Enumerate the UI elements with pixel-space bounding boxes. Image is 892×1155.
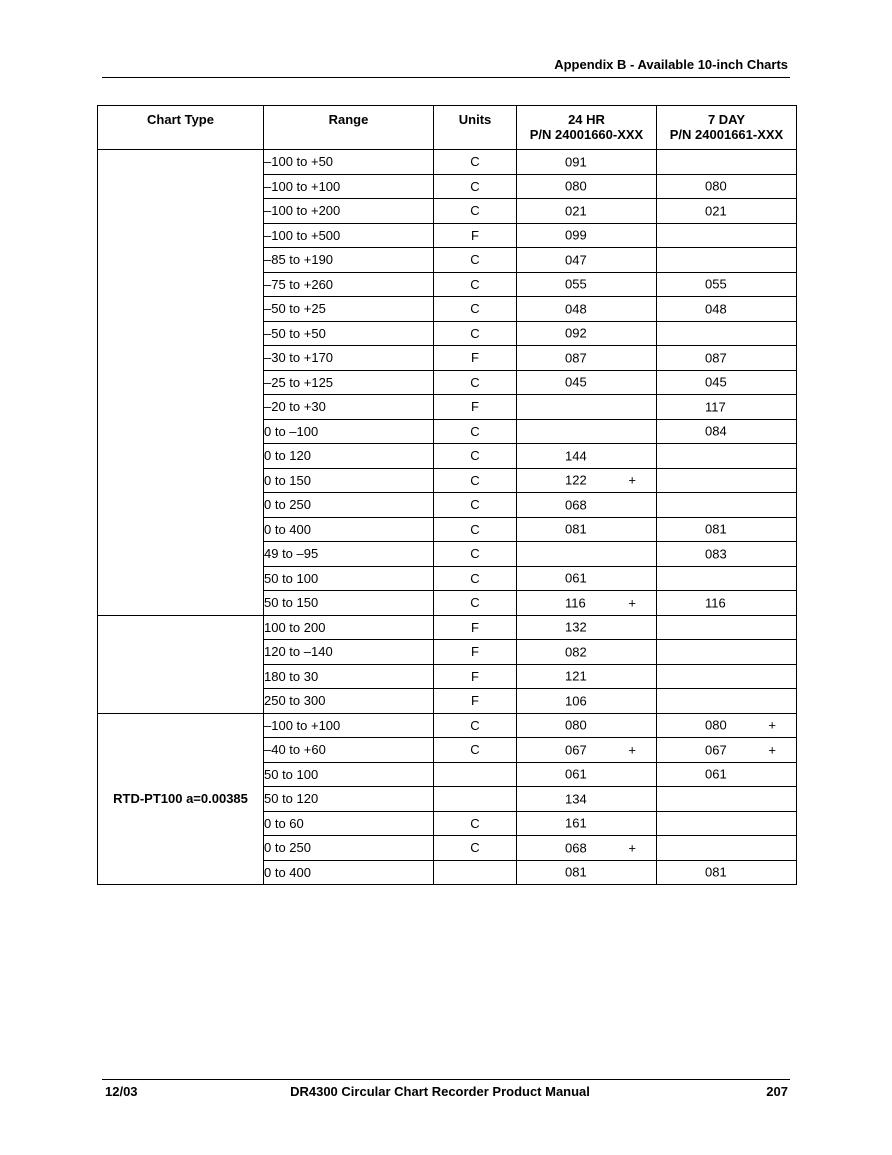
pn-7day-cell: [657, 297, 797, 322]
pn-24hr-cell: [517, 321, 657, 346]
part-number-suffix: 081: [705, 864, 727, 880]
range-cell: 100 to 200: [264, 615, 434, 640]
pn-7day-cell: [657, 150, 797, 175]
page-header-title: Appendix B - Available 10-inch Charts: [554, 57, 788, 72]
pn-7day-cell: [657, 419, 797, 444]
units-cell: F: [434, 664, 517, 689]
pn-7day-cell: [657, 346, 797, 371]
range-cell: 0 to 400: [264, 517, 434, 542]
chart-type-cell: [98, 615, 264, 713]
units-cell: [434, 762, 517, 787]
part-number-suffix: 132: [565, 619, 587, 635]
part-number-suffix: 068: [565, 497, 587, 513]
pn-7day-cell: [657, 787, 797, 812]
range-cell: 50 to 150: [264, 591, 434, 616]
pn-7day-cell: [657, 493, 797, 518]
units-cell: F: [434, 689, 517, 714]
part-number-suffix: 161: [565, 815, 587, 831]
range-cell: –50 to +50: [264, 321, 434, 346]
range-cell: –25 to +125: [264, 370, 434, 395]
pn-24hr-cell: [517, 615, 657, 640]
part-number-suffix: 091: [565, 154, 587, 170]
range-cell: –100 to +100: [264, 713, 434, 738]
footer-manual-title: DR4300 Circular Chart Recorder Product Manual: [290, 1084, 590, 1099]
part-number-suffix: 080: [705, 178, 727, 194]
pn-24hr-cell: [517, 787, 657, 812]
chart-type-cell: RTD-PT100 a=0.00385: [98, 713, 264, 885]
units-cell: C: [434, 297, 517, 322]
pn-7day-cell: [657, 836, 797, 861]
pn-7day-cell: [657, 395, 797, 420]
pn-24hr-cell: [517, 444, 657, 469]
pn-24hr-cell: [517, 811, 657, 836]
header-rule: [102, 77, 790, 78]
part-number-suffix: 061: [565, 570, 587, 586]
part-number-suffix: 099: [565, 227, 587, 243]
pn-24hr-cell: [517, 713, 657, 738]
range-cell: –50 to +25: [264, 297, 434, 322]
column-header-chart-type: Chart Type: [98, 106, 264, 150]
part-number-suffix: 080: [705, 717, 727, 733]
pn-7day-cell: [657, 542, 797, 567]
range-cell: –100 to +100: [264, 174, 434, 199]
plus-marker: +: [628, 595, 636, 611]
pn-24hr-cell: [517, 174, 657, 199]
units-cell: C: [434, 272, 517, 297]
pn-24hr-cell: [517, 517, 657, 542]
table-header-row: [98, 106, 797, 150]
units-cell: C: [434, 150, 517, 175]
pn-7day-cell: [657, 860, 797, 885]
pn-7day-cell: [657, 517, 797, 542]
pn-24hr-cell: [517, 640, 657, 665]
part-number-suffix: 106: [565, 693, 587, 709]
pn-7day-cell: [657, 591, 797, 616]
range-cell: –100 to +200: [264, 199, 434, 224]
pn-24hr-cell: [517, 223, 657, 248]
part-number-suffix: 067: [705, 742, 727, 758]
part-number-suffix: 122: [565, 472, 587, 488]
part-number-suffix: 021: [705, 203, 727, 219]
pn-7day-cell: [657, 713, 797, 738]
range-cell: –40 to +60: [264, 738, 434, 763]
range-cell: –75 to +260: [264, 272, 434, 297]
units-cell: F: [434, 640, 517, 665]
part-number-suffix: 068: [565, 840, 587, 856]
part-number-suffix: 116: [565, 595, 586, 611]
plus-marker: +: [768, 717, 776, 733]
pn-24hr-cell: [517, 272, 657, 297]
units-cell: F: [434, 346, 517, 371]
part-number-suffix: 083: [705, 546, 727, 562]
part-number-suffix: 092: [565, 325, 587, 341]
column-header-24hr-line1: 24 HR: [568, 112, 605, 127]
range-cell: 180 to 30: [264, 664, 434, 689]
pn-24hr-cell: [517, 199, 657, 224]
part-number-suffix: 087: [705, 350, 727, 366]
plus-marker: +: [628, 742, 636, 758]
part-number-suffix: 048: [565, 301, 587, 317]
column-header-24hr: [517, 106, 657, 150]
pn-7day-cell: [657, 640, 797, 665]
part-number-suffix: 081: [565, 864, 587, 880]
pn-24hr-cell: [517, 836, 657, 861]
pn-7day-cell: [657, 321, 797, 346]
range-cell: 0 to 120: [264, 444, 434, 469]
pn-7day-cell: [657, 223, 797, 248]
pn-7day-cell: [657, 370, 797, 395]
units-cell: C: [434, 493, 517, 518]
pn-24hr-cell: [517, 664, 657, 689]
units-cell: C: [434, 836, 517, 861]
pn-7day-cell: [657, 566, 797, 591]
range-cell: 0 to 400: [264, 860, 434, 885]
units-cell: F: [434, 223, 517, 248]
range-cell: –100 to +500: [264, 223, 434, 248]
pn-7day-cell: [657, 738, 797, 763]
chart-type-cell: [98, 150, 264, 616]
units-cell: C: [434, 419, 517, 444]
range-cell: 120 to –140: [264, 640, 434, 665]
pn-7day-cell: [657, 248, 797, 273]
part-number-suffix: 081: [705, 521, 727, 537]
units-cell: [434, 860, 517, 885]
part-number-suffix: 047: [565, 252, 587, 268]
part-number-suffix: 055: [705, 276, 727, 292]
units-cell: C: [434, 468, 517, 493]
column-header-7day-line2: P/N 24001661-XXX: [669, 127, 784, 142]
footer-date: 12/03: [105, 1084, 138, 1099]
pn-7day-cell: [657, 468, 797, 493]
range-cell: 0 to 250: [264, 836, 434, 861]
column-header-7day-line1: 7 DAY: [707, 112, 746, 127]
range-cell: 250 to 300: [264, 689, 434, 714]
units-cell: C: [434, 738, 517, 763]
units-cell: C: [434, 321, 517, 346]
range-cell: –100 to +50: [264, 150, 434, 175]
units-cell: C: [434, 811, 517, 836]
part-number-suffix: 055: [565, 276, 587, 292]
units-cell: C: [434, 199, 517, 224]
footer-rule: [102, 1079, 790, 1080]
range-cell: 0 to 250: [264, 493, 434, 518]
pn-7day-cell: [657, 811, 797, 836]
pn-7day-cell: [657, 272, 797, 297]
part-number-suffix: 080: [565, 717, 587, 733]
pn-24hr-cell: [517, 542, 657, 567]
range-cell: –85 to +190: [264, 248, 434, 273]
plus-marker: +: [768, 742, 776, 758]
units-cell: C: [434, 248, 517, 273]
units-cell: C: [434, 591, 517, 616]
part-number-suffix: 061: [705, 766, 727, 782]
pn-24hr-cell: [517, 395, 657, 420]
pn-24hr-cell: [517, 150, 657, 175]
units-cell: F: [434, 615, 517, 640]
pn-24hr-cell: [517, 468, 657, 493]
pn-7day-cell: [657, 615, 797, 640]
pn-7day-cell: [657, 174, 797, 199]
part-number-suffix: 045: [705, 374, 727, 390]
pn-24hr-cell: [517, 566, 657, 591]
part-number-suffix: 121: [565, 668, 587, 684]
pn-24hr-cell: [517, 370, 657, 395]
pn-7day-cell: [657, 762, 797, 787]
pn-24hr-cell: [517, 762, 657, 787]
range-cell: 50 to 120: [264, 787, 434, 812]
table-body: [98, 150, 797, 885]
range-cell: 0 to 150: [264, 468, 434, 493]
part-number-suffix: 067: [565, 742, 587, 758]
pn-24hr-cell: [517, 419, 657, 444]
column-header-units: Units: [434, 106, 517, 150]
part-number-suffix: 021: [565, 203, 587, 219]
pn-7day-cell: [657, 199, 797, 224]
range-cell: 50 to 100: [264, 762, 434, 787]
part-number-suffix: 080: [565, 178, 587, 194]
pn-24hr-cell: [517, 493, 657, 518]
part-number-suffix: 045: [565, 374, 587, 390]
units-cell: C: [434, 174, 517, 199]
units-cell: [434, 787, 517, 812]
units-cell: C: [434, 713, 517, 738]
pn-24hr-cell: [517, 591, 657, 616]
units-cell: C: [434, 542, 517, 567]
pn-24hr-cell: [517, 346, 657, 371]
part-number-suffix: 084: [705, 423, 727, 439]
range-cell: –30 to +170: [264, 346, 434, 371]
part-number-suffix: 082: [565, 644, 587, 660]
range-cell: 50 to 100: [264, 566, 434, 591]
part-number-suffix: 061: [565, 766, 587, 782]
pn-24hr-cell: [517, 860, 657, 885]
units-cell: C: [434, 566, 517, 591]
table-row: [98, 615, 797, 640]
units-cell: C: [434, 444, 517, 469]
table-row: [98, 150, 797, 175]
part-number-suffix: 116: [705, 595, 726, 611]
part-number-suffix: 144: [565, 448, 587, 464]
range-cell: 0 to 60: [264, 811, 434, 836]
footer-page-number: 207: [766, 1084, 788, 1099]
units-cell: F: [434, 395, 517, 420]
pn-7day-cell: [657, 664, 797, 689]
pn-24hr-cell: [517, 248, 657, 273]
range-cell: –20 to +30: [264, 395, 434, 420]
pn-7day-cell: [657, 689, 797, 714]
part-number-suffix: 087: [565, 350, 587, 366]
part-number-suffix: 081: [565, 521, 587, 537]
pn-7day-cell: [657, 444, 797, 469]
column-header-range: Range: [264, 106, 434, 150]
plus-marker: +: [628, 840, 636, 856]
part-number-suffix: 117: [705, 399, 726, 415]
pn-24hr-cell: [517, 297, 657, 322]
pn-24hr-cell: [517, 689, 657, 714]
plus-marker: +: [628, 472, 636, 488]
table-row: [98, 713, 797, 738]
units-cell: C: [434, 370, 517, 395]
column-header-24hr-line2: P/N 24001660-XXX: [529, 127, 644, 142]
column-header-7day: [657, 106, 797, 150]
charts-table: [97, 105, 797, 885]
range-cell: 49 to –95: [264, 542, 434, 567]
range-cell: 0 to –100: [264, 419, 434, 444]
units-cell: C: [434, 517, 517, 542]
part-number-suffix: 048: [705, 301, 727, 317]
part-number-suffix: 134: [565, 791, 587, 807]
pn-24hr-cell: [517, 738, 657, 763]
